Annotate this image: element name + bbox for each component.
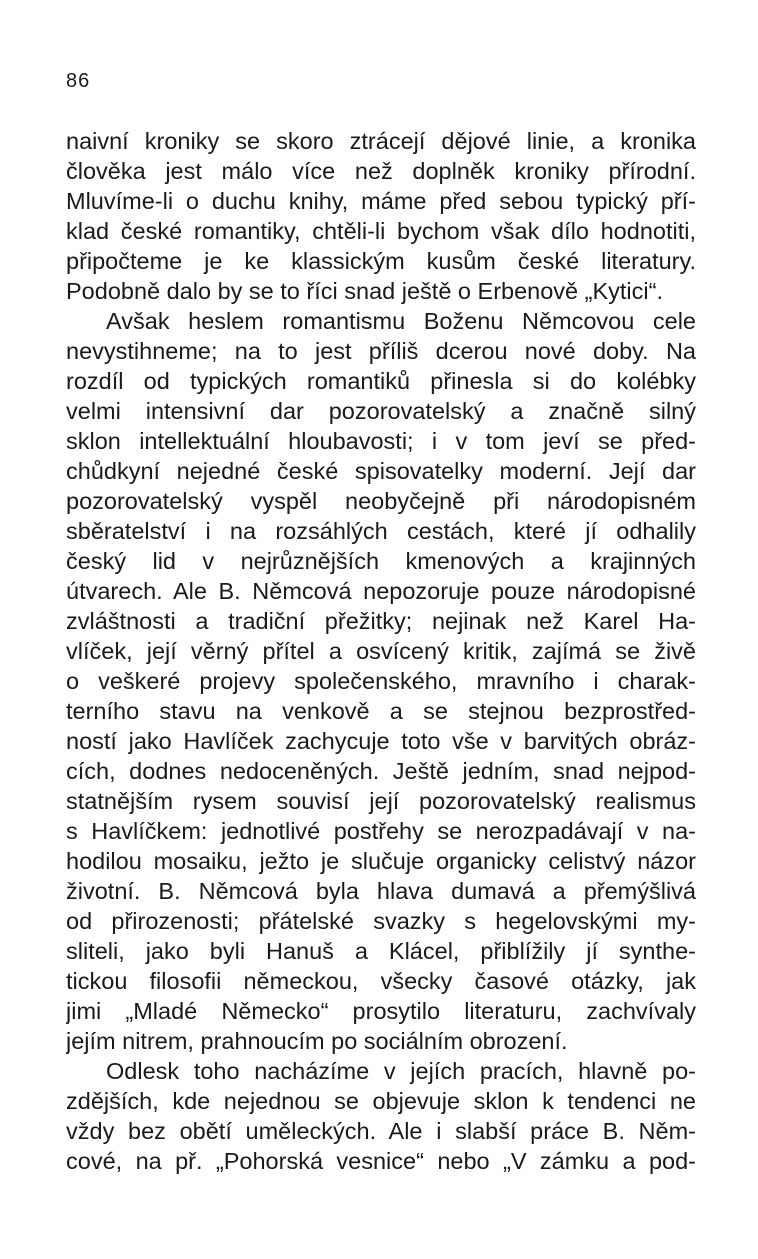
text-line: chůdkyní nejedné české spisovatelky moderní. Její dar <box>66 458 696 484</box>
text-line: jimi „Mladé Německo“ prosytilo literaturu, zachvívaly <box>66 998 696 1024</box>
text-line: ností jako Havlíček zachycuje toto vše v barvitých obráz- <box>66 728 696 754</box>
text-line: vždy bez obětí uměleckých. Ale i slabší práce B. Něm- <box>66 1118 696 1144</box>
text-line: pozorovatelský vyspěl neobyčejně při národopisném <box>66 488 696 514</box>
text-line: člověka jest málo více než doplněk kroniky přírodní. <box>66 158 696 184</box>
text-line: terního stavu na venkově a se stejnou bezprostřed- <box>66 698 696 724</box>
text-line: Avšak heslem romantismu Boženu Němcovou cele <box>106 308 696 334</box>
text-line: naivní kroniky se skoro ztrácejí dějové linie, a kronika <box>66 128 696 154</box>
text-line: statnějším rysem souvisí její pozorovatelský realismus <box>66 788 696 814</box>
text-line: rozdíl od typických romantiků přinesla si do kolébky <box>66 368 696 394</box>
text-line: tickou filosofii německou, všecky časové otázky, jak <box>66 968 696 994</box>
text-line: útvarech. Ale B. Němcová nepozoruje pouze národopisné <box>66 578 696 604</box>
text-line: cové, na př. „Pohorská vesnice“ nebo „V zámku a pod- <box>66 1148 696 1174</box>
text-line: zvláštnosti a tradiční přežitky; nejinak než Karel Ha- <box>66 608 696 634</box>
text-line: hodilou mosaiku, ježto je slučuje organicky celistvý názor <box>66 848 696 874</box>
text-line: vlíček, její věrný přítel a osvícený kritik, zajímá se živě <box>66 638 696 664</box>
text-line: životní. B. Němcová byla hlava dumavá a přemýšlivá <box>66 878 696 904</box>
text-line: od přirozenosti; přátelské svazky s hegelovskými my- <box>66 908 696 934</box>
text-line: český lid v nejrůznějších kmenových a krajinných <box>66 548 696 574</box>
text-line: sklon intellektuální hloubavosti; i v tom jeví se před- <box>66 428 696 454</box>
text-line: sběratelství i na rozsáhlých cestách, které jí odhalily <box>66 518 696 544</box>
text-line: velmi intensivní dar pozorovatelský a značně silný <box>66 398 696 424</box>
text-line: cích, dodnes nedoceněných. Ještě jedním, snad nejpod- <box>66 758 696 784</box>
text-line: Podobně dalo by se to říci snad ještě o Erbenově „Kytici“. <box>66 278 663 304</box>
body-text <box>66 126 696 1176</box>
text-line: Odlesk toho nacházíme v jejích pracích, hlavně po- <box>106 1058 696 1084</box>
text-line: nevystihneme; na to jest příliš dcerou nové doby. Na <box>66 338 696 364</box>
text-line: Mluvíme-li o duchu knihy, máme před sebou typický pří- <box>66 188 696 214</box>
text-line: jejím nitrem, prahnoucím po sociálním obrození. <box>66 1028 568 1054</box>
text-line: sliteli, jako byli Hanuš a Klácel, přiblížily jí synthe- <box>66 938 696 964</box>
text-line: klad české romantiky, chtěli-li bychom však dílo hodnotiti, <box>66 218 696 244</box>
text-line: o veškeré projevy společenského, mravního i charak- <box>66 668 696 694</box>
text-line: připočteme je ke klassickým kusům české literatury. <box>66 248 696 274</box>
page-number: 86 <box>66 70 91 92</box>
text-line: s Havlíčkem: jednotlivé postřehy se nerozpadávají v na- <box>66 818 696 844</box>
text-line: zdějších, kde nejednou se objevuje sklon k tendenci ne <box>66 1088 696 1114</box>
